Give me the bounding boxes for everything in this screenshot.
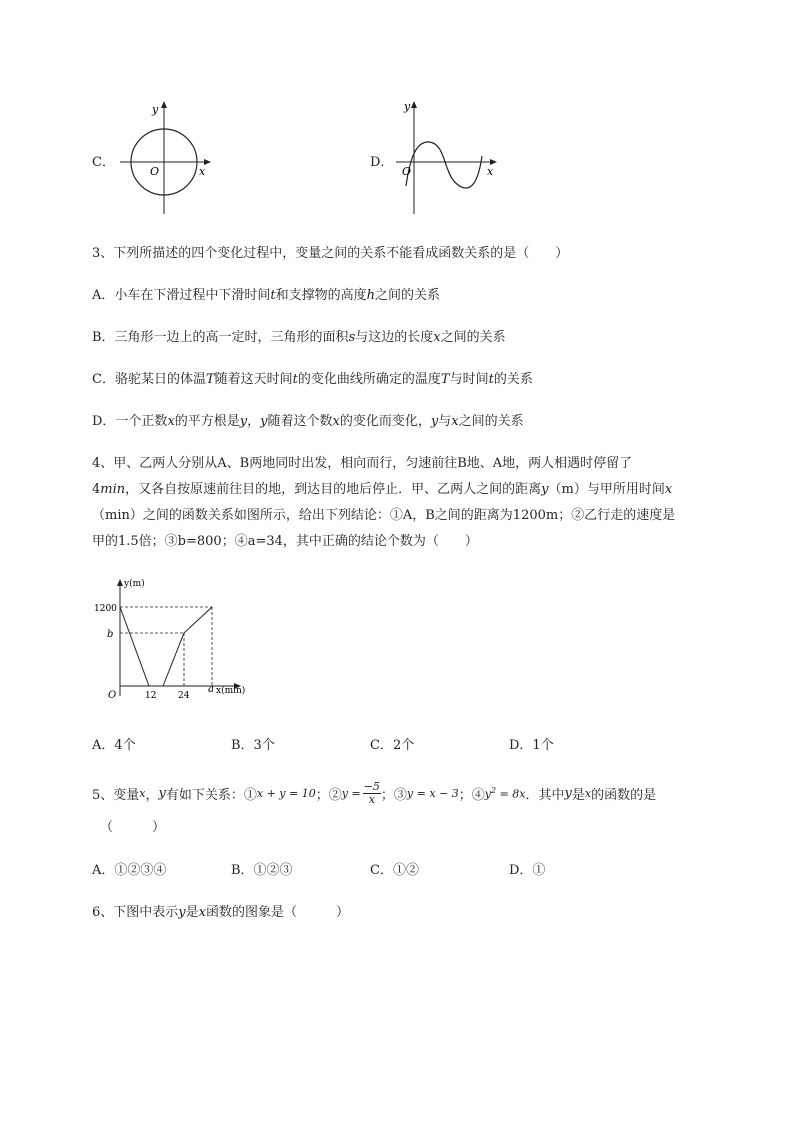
question-5-option-b: B．①②③: [231, 863, 293, 878]
sine-graph: [394, 98, 504, 216]
question-4-line-4: 甲的1.5倍；③b=800；④a=34，其中正确的结论个数为（ ）: [92, 534, 478, 549]
graph-tick-b: b: [107, 629, 114, 640]
question-4-option-a: A．4个: [92, 738, 136, 753]
graph-y-label: y(m): [124, 579, 145, 589]
circle-graph-x-label: x: [199, 165, 206, 178]
graph-origin: O: [108, 690, 117, 701]
question-3-stem: 3、下列所描述的四个变化过程中，变量之间的关系不能看成函数关系的是（ ）: [92, 246, 569, 261]
question-5-option-a: A．①②③④: [92, 863, 167, 878]
question-3-option-a: A．小车在下滑过程中下滑时间t和支撑物的高度h之间的关系: [92, 288, 441, 303]
question-5-option-c: C．①②: [370, 863, 419, 878]
circle-graph-origin: O: [150, 165, 160, 178]
circle-graph: [118, 98, 218, 216]
question-4-option-d: D．1个: [509, 738, 554, 753]
question-5-blank: （ ）: [100, 820, 166, 835]
graph-x-label: x(min): [216, 686, 246, 696]
question-3-option-c: C．骆驼某日的体温T随着这天时间t的变化曲线所确定的温度T与时间t的关系: [92, 372, 533, 387]
question-4-line-2: 4min，又各自按原速前往目的地，到达目的地后停止．甲、乙两人之间的距离y（m）与甲所用时间x: [92, 482, 673, 497]
sine-graph-origin: O: [402, 165, 412, 178]
question-6-stem: 6、下图中表示y是x函数的图象是（ ）: [92, 905, 350, 920]
graph-tick-24: 24: [178, 691, 190, 701]
question-3-option-b: B．三角形一边上的高一定时，三角形的面积s与这边的长度x之间的关系: [92, 330, 506, 345]
sine-graph-x-label: x: [487, 165, 494, 178]
graph-tick-12: 12: [145, 691, 157, 701]
question-4-option-c: C．2个: [370, 738, 415, 753]
question-4-line-3: （min）之间的函数关系如图所示，给出下列结论：①A，B之间的距离为1200m；②乙行走的速度是: [92, 508, 676, 523]
question-4-option-b: B．3个: [231, 738, 275, 753]
option-c-label: C．: [92, 155, 115, 170]
question-4-line-1: 4、甲、乙两人分别从A、B两地同时出发，相向而行，匀速前往B地、A地，两人相遇时停留了: [92, 456, 633, 471]
graph-tick-a: a: [208, 684, 214, 695]
distance-time-graph: [90, 574, 260, 700]
question-5-stem: 5、变量 x ， y 有如下关系：① x + y = 10 ；② y = $\frac{-5}{x}$ ；③ y = x − 3 ；④ $y^2 = 8x$ ．其中 y 是 x 的函数的是: [92, 779, 657, 806]
sine-graph-y-label: y: [404, 100, 411, 113]
graph-tick-1200: 1200: [94, 604, 117, 614]
question-3-option-d: D．一个正数x的平方根是y，y随着这个数x的变化而变化，y与x之间的关系: [92, 414, 524, 429]
option-d-label: D．: [370, 155, 394, 170]
question-5-option-d: D．①: [509, 863, 546, 878]
circle-graph-y-label: y: [152, 103, 159, 116]
